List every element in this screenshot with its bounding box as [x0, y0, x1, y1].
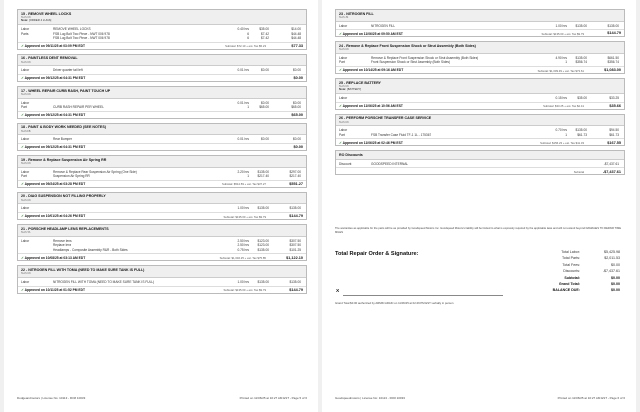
approval-text: Approved on 10/01/25 at 04:26 PM EDT	[24, 214, 86, 219]
approval-status	[339, 32, 403, 36]
discount-title: RO Discounts	[339, 152, 363, 157]
job-footer	[18, 143, 306, 150]
job-lines	[18, 99, 306, 110]
approval-status	[21, 288, 85, 292]
line-item	[339, 24, 621, 29]
job-technician: Tech:FB	[21, 129, 31, 133]
line-quantity: 0.75 hrs	[237, 247, 249, 252]
line-item	[21, 280, 303, 285]
line-quantity: 1.00 hrs	[237, 206, 249, 211]
check-icon: ✓	[21, 44, 25, 49]
line-description: FSB Transfer Case Fluid TF-1 1L - 175367	[371, 132, 432, 137]
job-title: 25 - REPLACE BATTERY	[339, 80, 381, 85]
line-price: $35.00	[577, 96, 587, 101]
job-footer	[18, 212, 306, 219]
job-header	[18, 266, 306, 278]
line-amount: $14.00	[291, 27, 301, 32]
line-type: Labor	[21, 206, 30, 211]
job-title: 24 - Remove & Replace Front Suspension Shock or Strut Assembly (Both Sides)	[339, 43, 476, 48]
job-lines	[18, 204, 306, 211]
job-lines	[18, 237, 306, 253]
job-note-label: Note:	[339, 87, 347, 92]
job-lines	[18, 168, 306, 179]
job-header	[18, 10, 306, 25]
job-card	[335, 114, 625, 147]
page-footer	[335, 396, 625, 401]
job-card	[335, 78, 625, 110]
line-amount: $135.00	[289, 280, 301, 284]
summary-table	[522, 250, 620, 295]
approval-text: Approved on 09/12/25 at 04:31 PM EDT	[24, 76, 86, 81]
line-amount: $94.50	[609, 128, 619, 133]
job-footer	[18, 286, 306, 293]
summary-label: Grand Total:	[558, 281, 580, 286]
job-lines	[18, 25, 306, 41]
line-amount: $101.25	[289, 247, 301, 252]
line-amount: $44.48	[291, 36, 301, 41]
job-card	[17, 224, 307, 261]
line-amount: $297.00	[289, 169, 301, 174]
approval-text: Approved on 10/14/25 at 09:16 AM EDT	[342, 68, 404, 73]
job-title: 20 - DIAG SUSPENSION NOT FILLING PROPERLY	[21, 194, 106, 199]
job-subtotal: Subtotal: $1,009.39 + est. Tax $73.61	[537, 68, 584, 73]
job-header	[18, 124, 306, 136]
job-title: 16 - PAINTLESS DENT REMOVAL	[21, 56, 78, 61]
job-total: $144.79	[607, 31, 621, 36]
check-icon: ✓	[21, 76, 25, 81]
line-description: REMOVE WHEEL LOCKS	[53, 27, 91, 32]
line-type: Labor	[339, 128, 348, 133]
line-type: Labor	[21, 137, 30, 142]
check-icon: ✓	[339, 31, 343, 36]
discount-subtotal-label: Subtotal	[573, 170, 584, 174]
job-footer	[18, 111, 306, 118]
line-amount: $356.74	[607, 60, 619, 65]
discount-line	[339, 162, 621, 167]
approval-status	[21, 256, 85, 260]
job-title: 15 - REMOVE WHEEL LOCKS	[21, 11, 72, 16]
approval-status	[21, 44, 85, 48]
approval-text: Approved on 10/11/25 at 01:52 PM EDT	[24, 287, 86, 292]
line-item	[21, 68, 303, 73]
line-description: Remove lens	[53, 238, 72, 243]
discount-footer	[336, 167, 624, 174]
line-type: Labor	[21, 100, 30, 105]
line-type: Labor	[21, 280, 30, 284]
line-amount: $135.00	[289, 206, 301, 211]
job-technician: Tech:CK	[21, 15, 31, 19]
job-title: 23 - NITROGEN FILL	[339, 11, 374, 16]
job-technician: Tech:CK	[21, 92, 31, 96]
line-amount: $0.00	[293, 68, 301, 73]
line-type: Labor	[21, 238, 30, 243]
job-subtotal: Subtotal: $135.00 + est. Tax $9.79	[541, 31, 584, 36]
line-description: CURB RASH REPAIR PER WHEEL	[53, 105, 104, 110]
job-header	[18, 193, 306, 205]
job-technician: Tech:CK	[339, 84, 349, 88]
line-price: $0.00	[261, 137, 269, 142]
job-note-text: [BATTERY]	[346, 87, 362, 92]
signature-caption: Grand Total $0.00 authorized by ARMIN ARAKI on 11/06/25 at 02:49 PM EST verbally in person	[335, 301, 454, 305]
job-total: $0.00	[293, 145, 303, 150]
job-footer	[336, 29, 624, 36]
line-type: Labor	[21, 68, 30, 73]
job-title: 17 - WHEEL REPAIR CURB RASH, PAINT TOUCH UP	[21, 88, 111, 93]
approval-status	[339, 104, 403, 108]
line-item	[339, 133, 621, 138]
job-technician: Tech:CK	[21, 60, 31, 64]
approval-status	[21, 182, 85, 186]
discount-amount: -$7,437.61	[603, 161, 619, 166]
line-item	[21, 248, 303, 253]
line-description: NITROGEN FILL	[371, 23, 396, 28]
line-amount: $307.50	[289, 238, 301, 243]
job-technician: Tech:CK	[21, 198, 31, 202]
line-amount: $135.00	[607, 23, 619, 28]
job-total: $1,083.00	[604, 68, 621, 73]
line-type: Labor	[21, 169, 30, 174]
line-price: $217.40	[257, 174, 269, 179]
approval-text: Approved on 09/12/25 at 04:31 PM EDT	[24, 145, 86, 150]
footer-printed: Printed on 11/06/25 at 10:27 AM EST - Page 5 of 6	[239, 396, 307, 400]
line-price: $7.42	[261, 31, 269, 36]
job-card	[17, 155, 307, 188]
line-quantity: 0.01 hrs	[237, 137, 249, 142]
line-amount: $0.00	[293, 100, 301, 105]
line-amount: $307.50	[289, 243, 301, 248]
approval-status	[339, 68, 403, 72]
approval-text: Approved on 10/08/25 at 03:13 AM EDT	[24, 255, 86, 260]
line-price: $35.00	[259, 27, 269, 32]
line-quantity: 0.01 hrs	[237, 100, 249, 105]
job-total: $144.79	[289, 214, 303, 219]
line-quantity: 1	[565, 60, 567, 65]
job-card	[17, 54, 307, 82]
approval-text: Approved on 11/06/25 at 09:50 AM EST	[342, 31, 403, 36]
job-header	[18, 225, 306, 237]
line-item	[21, 36, 303, 41]
check-icon: ✓	[21, 255, 25, 260]
line-quantity: 0.01 hrs	[237, 68, 249, 73]
job-header	[336, 10, 624, 22]
discount-header	[336, 151, 624, 159]
line-quantity: 0.70 hrs	[555, 128, 567, 133]
line-item	[21, 137, 303, 142]
job-subtotal: Subtotal: $514.59 + est. Tax $37.27	[221, 182, 266, 187]
job-title: 21 - PORSCHE HEADLAMP LENS REPLACEMENTS	[21, 226, 109, 231]
line-description: Headlamps - Composite Assembly R&R - Both Sides	[53, 247, 128, 252]
line-price: $135.00	[257, 280, 269, 284]
job-subtotal: Subtotal: $156.23 + est. Tax $11.33	[540, 141, 584, 145]
line-quantity: 1	[565, 132, 567, 137]
line-type: Part	[21, 105, 27, 110]
line-price: $135.00	[257, 247, 269, 252]
line-price: $135.00	[575, 128, 587, 133]
line-quantity: 2.20 hrs	[237, 169, 249, 174]
job-total: $167.55	[607, 140, 621, 145]
approval-status	[21, 113, 85, 117]
line-price: $135.00	[575, 55, 587, 60]
summary-value: $2,011.53	[604, 256, 620, 261]
approval-text: Approved on 11/06/25 at 10:56 AM EST	[342, 104, 403, 108]
job-subtotal: Subtotal: $72.10 + est. Tax $5.23	[225, 44, 266, 49]
line-type: Part	[339, 132, 345, 137]
line-quantity: 6	[247, 36, 249, 41]
line-type: Parts	[21, 31, 29, 36]
line-item	[339, 96, 621, 101]
discount-type: Discount	[339, 161, 352, 166]
line-description: Driver quarter tail left	[53, 68, 83, 73]
line-type: Labor	[339, 55, 348, 60]
job-footer	[336, 138, 624, 145]
check-icon: ✓	[339, 68, 343, 73]
job-card	[17, 123, 307, 151]
invoice-page-6	[322, 0, 636, 412]
line-type: Labor	[339, 96, 348, 101]
line-amount: $0.00	[293, 137, 301, 142]
job-title: 22 - NITROGEN FILL WITH TOMA (NEED TO MAKE SURE TANK IS FULL)	[21, 267, 145, 272]
line-quantity: 0.40 hrs	[237, 27, 249, 32]
job-header	[18, 55, 306, 67]
line-item	[21, 105, 303, 110]
line-price: $356.74	[575, 60, 587, 65]
approval-status	[21, 76, 85, 80]
job-card	[17, 265, 307, 293]
job-card	[335, 41, 625, 74]
job-title: 19 - Remove & Replace Suspension Air Spring RR	[21, 157, 107, 162]
summary-label: BALANCE DUE:	[552, 288, 580, 293]
line-type: Labor	[21, 27, 30, 32]
signature-line	[343, 295, 503, 296]
line-price: $61.73	[577, 132, 587, 137]
summary-label: Subtotal:	[564, 275, 580, 280]
job-subtotal: Subtotal: $1,046.25 + est. Tax $75.85	[219, 255, 266, 260]
line-amount: $217.40	[289, 174, 301, 179]
job-note	[339, 88, 621, 91]
job-total: $551.27	[289, 181, 303, 186]
summary-value: $0.00	[611, 262, 620, 267]
job-subtotal: Subtotal: $135.00 + est. Tax $9.79	[223, 288, 266, 293]
approval-text: Approved on 09/11/25 at 03:09 PM EDT	[24, 44, 86, 49]
line-description: Rear Bumper	[53, 137, 72, 142]
job-lines	[18, 278, 306, 285]
job-total: $65.00	[291, 112, 303, 117]
summary-value: -$7,437.61	[602, 269, 620, 274]
job-total: $0.00	[293, 76, 303, 81]
line-price: $135.00	[257, 206, 269, 211]
approval-status	[339, 141, 403, 145]
job-total: $35.66	[609, 103, 621, 108]
job-lines	[18, 66, 306, 73]
check-icon: ✓	[21, 113, 25, 118]
job-total: $144.79	[289, 287, 303, 292]
job-footer	[18, 42, 306, 49]
line-type: Part	[21, 174, 27, 179]
job-lines	[336, 22, 624, 29]
line-description: Front Suspension Shock or Strut Assembly (Both Sides)	[371, 60, 451, 65]
job-subtotal: Subtotal: $33.25 + est. Tax $2.41	[543, 104, 584, 109]
check-icon: ✓	[21, 145, 25, 150]
job-technician: Tech:TA	[21, 230, 31, 234]
page-footer	[17, 396, 307, 401]
job-lines	[18, 135, 306, 142]
signature-mark: X	[336, 289, 340, 294]
job-lines	[336, 126, 624, 137]
job-note-text: [ORDER 4 LUGS]	[28, 18, 52, 23]
job-total: $77.33	[291, 43, 303, 48]
footer-license: Goodspeedmotors | License No: 10113 - RO# 10033	[335, 396, 405, 400]
check-icon: ✓	[339, 140, 343, 145]
job-header	[336, 79, 624, 94]
line-quantity: 6	[247, 31, 249, 36]
line-description: Remove & Replace Front Suspension Shock or Strut Assembly (Both Sides)	[371, 55, 479, 60]
line-quantity: 1	[247, 174, 249, 179]
job-technician: Tech:CK	[339, 48, 349, 52]
line-quantity: 1.00 hrs	[237, 280, 249, 284]
job-header	[18, 87, 306, 99]
line-description: FSB Lug Bolt Two Piece - NWT 006 978	[53, 31, 110, 36]
summary-label: Total Fees:	[562, 262, 580, 267]
approval-status	[21, 214, 85, 218]
line-price: $0.00	[261, 100, 269, 105]
line-quantity: 1	[247, 105, 249, 110]
line-item	[21, 174, 303, 179]
job-card	[17, 86, 307, 119]
line-description: Replace lens	[53, 243, 72, 248]
job-technician: Tech:CK	[21, 272, 31, 276]
line-price: $7.42	[261, 36, 269, 41]
line-quantity: 2.50 hrs	[237, 238, 249, 243]
summary-value: $0.00	[611, 281, 620, 286]
job-lines	[336, 54, 624, 65]
discount-subtotal: -$7,437.61	[602, 169, 621, 174]
summary-value: $0.00	[611, 275, 620, 280]
line-price: $123.00	[257, 243, 269, 248]
invoice-page-5	[4, 0, 318, 412]
job-header	[18, 156, 306, 168]
line-item	[339, 60, 621, 65]
line-quantity: 1.00 hrs	[555, 23, 567, 28]
check-icon: ✓	[21, 214, 25, 219]
summary-value: $0.00	[611, 288, 620, 293]
approval-text: Approved on 09/24/25 at 03:28 PM EDT	[24, 182, 86, 187]
job-footer	[18, 180, 306, 187]
check-icon: ✓	[21, 287, 25, 292]
line-description: Remove & Replace Rear Suspension Air Spring (One Side)	[53, 169, 137, 174]
line-description: Suspension Air Spring RR	[53, 174, 90, 179]
approval-status	[21, 145, 85, 149]
job-total: $1,122.10	[286, 255, 303, 260]
line-description: NITROGEN FILL WITH TOMA (NEED TO MAKE SURE TANK IS FULL)	[53, 280, 155, 284]
line-item	[21, 206, 303, 211]
line-price: $65.00	[259, 105, 269, 110]
summary-title: Total Repair Order & Signature:	[335, 251, 419, 257]
footer-license: Dodgeandmotors | License No: 10113 - RO# 10033	[17, 396, 86, 400]
line-price: $0.00	[261, 68, 269, 73]
job-card	[17, 192, 307, 220]
summary-label: Discounts:	[563, 269, 580, 274]
job-lines	[336, 94, 624, 101]
job-card	[17, 9, 307, 50]
line-description: FSB Lug Bolt Two Piece - NWT 006 978	[53, 36, 110, 41]
job-footer	[336, 66, 624, 73]
job-footer	[18, 74, 306, 81]
job-technician: Tech:CK	[339, 120, 349, 124]
line-quantity: 4.90 hrs	[555, 55, 567, 60]
line-quantity: 0.15 hrs	[555, 96, 567, 101]
job-subtotal: Subtotal: $135.00 + est. Tax $9.79	[223, 214, 266, 219]
warranty-disclaimer: The warranties as applicable for the parts will be as provided by Goodspeed Motors Inc. Goodspeed Motors's liability will be limited to what is expressly required by the applicable laws and will not extend beyond DAMAGES TO REPAIR TIME MILES	[335, 227, 622, 234]
line-amount: $33.25	[609, 96, 619, 101]
job-note	[21, 19, 303, 22]
line-price: $135.00	[257, 169, 269, 174]
line-amount: $61.73	[609, 132, 619, 137]
line-price: $135.00	[575, 23, 587, 28]
approval-text: Approved on 09/12/25 at 04:31 PM EDT	[24, 113, 86, 118]
footer-printed: Printed on 11/06/25 at 10:27 AM EST - Page 6 of 6	[557, 396, 625, 400]
line-amount: $661.50	[607, 55, 619, 60]
job-technician: Tech:JS	[339, 15, 349, 19]
job-footer	[18, 253, 306, 260]
job-header	[336, 42, 624, 54]
discount-lines	[336, 160, 624, 167]
line-price: $123.00	[257, 238, 269, 243]
job-title: 26 - PERFORM PORSCHE TRANSFER CASE SERVICE	[339, 116, 432, 121]
approval-text: Approved on 11/06/25 at 02:46 PM EST	[342, 140, 403, 145]
summary-value: $5,425.98	[604, 250, 620, 254]
line-amount: $44.48	[291, 31, 301, 36]
job-note-label: Note:	[21, 18, 29, 23]
line-amount: $65.00	[291, 105, 301, 110]
summary-row	[522, 288, 620, 294]
job-footer	[336, 102, 624, 109]
summary-label: Total Labor:	[561, 250, 580, 254]
line-quantity: 2.50 hrs	[237, 243, 249, 248]
job-title: 18 - PAINT & BODY WORK NEEDED (SEE NOTES)	[21, 125, 106, 130]
job-card	[335, 9, 625, 37]
job-header	[336, 115, 624, 127]
check-icon: ✓	[339, 104, 343, 108]
discount-card	[335, 150, 625, 175]
line-type: Part	[339, 60, 345, 65]
check-icon: ✓	[21, 182, 25, 187]
line-type: Labor	[339, 23, 348, 28]
job-technician: Tech:CK	[21, 161, 31, 165]
summary-label: Total Parts:	[562, 256, 580, 261]
discount-description: GOODSPEED INTERNAL	[371, 161, 409, 166]
